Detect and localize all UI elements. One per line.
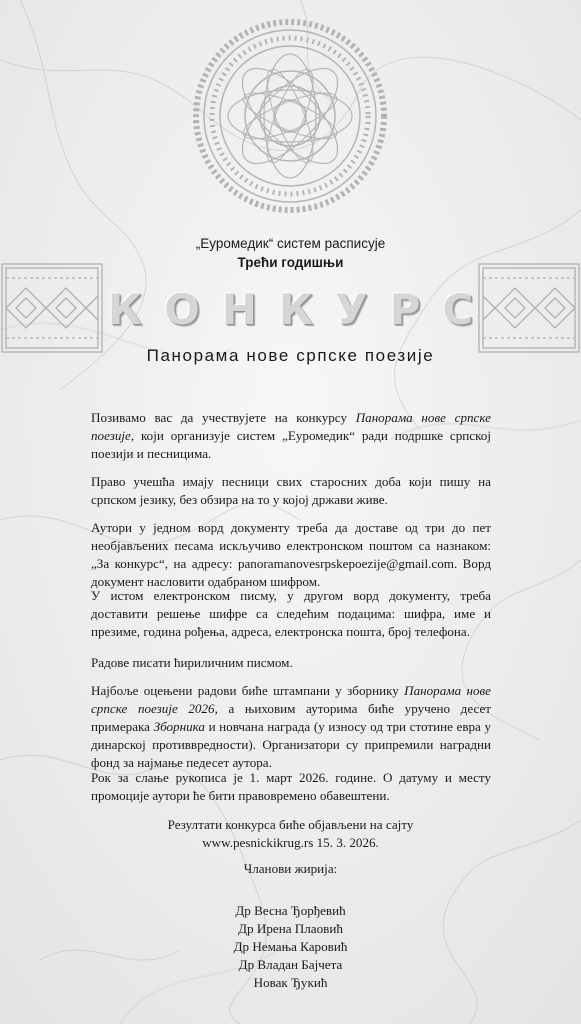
edition-line: Трећи годишњи [237, 255, 344, 270]
results-line: Резултати конкурса биће објављени на сајту [167, 817, 414, 832]
paragraph-deadline: Рок за слање рукописа је 1. март 2026. године. О датуму и месту промоције аутори ће бити правовремено обавештени. [91, 770, 491, 803]
paragraph-code-details: У истом електронском писму, у другом ворд документу, треба доставити решење шифре са следећим подацима: шифра, име и презиме, година рођења, адреса, електронска пошта, број телефона. [91, 588, 491, 639]
text-run: Позивамо вас да учествујете на конкурсу [91, 410, 356, 425]
text-run: Најбоље оцењени радови биће штампани у зборнику [91, 683, 405, 698]
ornament-medallion [190, 16, 390, 216]
announcement-line: „Еуромедик“ систем расписује [195, 236, 386, 251]
anthology-name-short: Зборника [153, 719, 205, 734]
jury-list [0, 902, 581, 992]
paragraph-script: Радове писати ћириличним писмом. [91, 655, 293, 670]
text-run: , а њиховим ауторима биће уручено десет примерака [91, 701, 491, 734]
page-title: КОНКУРС [107, 285, 496, 334]
paragraph-eligibility: Право учешћа имају песници свих старосних доба који пишу на српском језику, без обзира на то у којој држави живе. [91, 474, 491, 507]
jury-member: Новак Ђукић [253, 975, 328, 990]
text-run: и новчана награда (у износу од три стотине евра у динарској противвредности). Организатори су припремили наградни фонд за најмање педесет аутора. [91, 719, 491, 770]
page-subtitle: Панорама нове српске поезије [146, 346, 435, 365]
paragraph-awards [91, 682, 491, 772]
anthology-name: Панорама нове српске поезије 2026 [91, 683, 491, 716]
paragraph-submission: Аутори у једном ворд документу треба да доставе од три до пет необјављених песама искључиво електронском поштом са назнаком: „За конкурс“, на адресу: panoramanovesrpskepoezije@gmail.com. Ворд документ насловити одабраном шифром. [91, 520, 491, 589]
contest-name: Панорама нове српске поезије [91, 410, 491, 443]
results-site: www.pesnickikrug.rs 15. 3. 2026. [202, 835, 379, 850]
jury-member: Др Немања Каровић [233, 939, 348, 954]
jury-heading: Чланови жирија: [243, 861, 338, 876]
text-run: , који организује систем „Еуромедик“ ради подршке српској поезији и песницима. [91, 428, 491, 461]
jury-member: Др Ирена Плаовић [238, 921, 343, 936]
paragraph-invitation [91, 409, 491, 463]
jury-member: Др Владан Бајчета [238, 957, 343, 972]
jury-member: Др Весна Ђорђевић [235, 903, 346, 918]
results-announcement [0, 816, 581, 852]
